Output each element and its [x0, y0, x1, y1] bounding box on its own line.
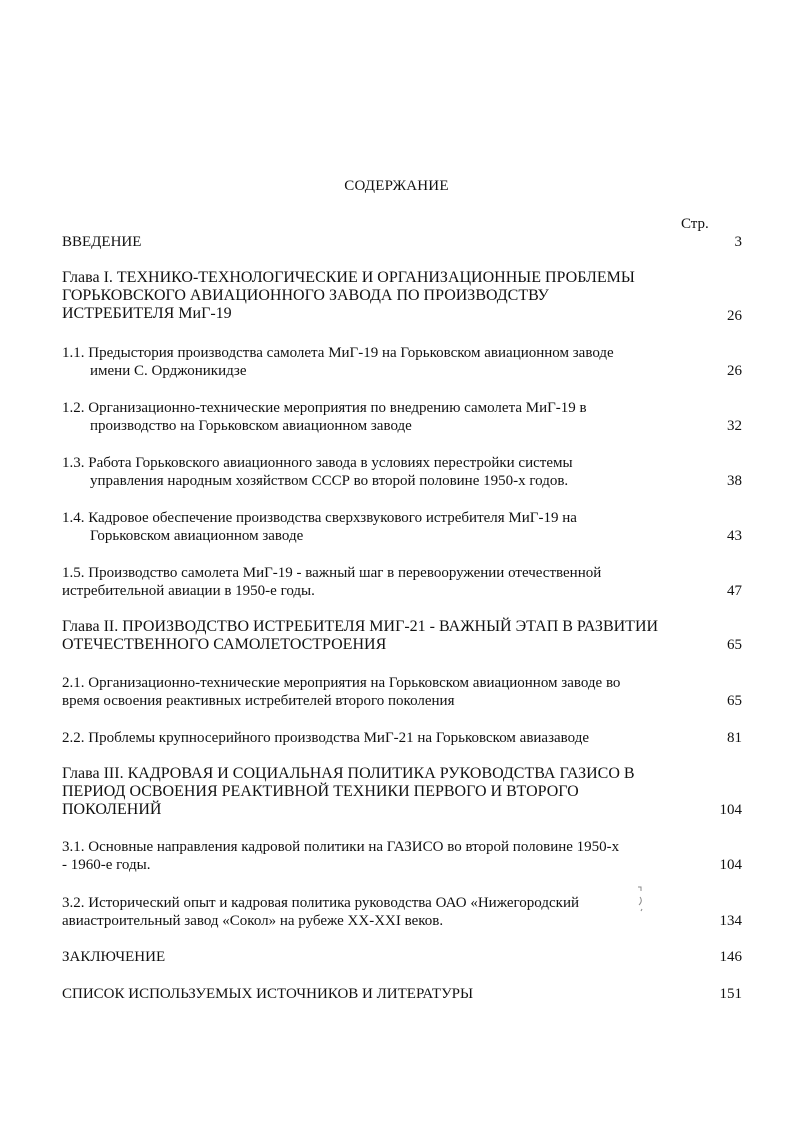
- toc-page-number: 32: [727, 418, 742, 434]
- toc-entry-line: 2.1. Организационно-технические мероприятия на Горьковском авиационном заводе во: [62, 675, 621, 691]
- toc-page-number: 43: [727, 528, 742, 544]
- toc-entry-line: истребительной авиации в 1950-е годы.: [62, 583, 315, 599]
- page-title: СОДЕРЖАНИЕ: [344, 178, 449, 194]
- toc-entry-section-1-4[interactable]: [62, 509, 742, 545]
- toc-page-number: 65: [727, 693, 742, 709]
- toc-entry-line: 1.5. Производство самолета МиГ-19 - важный шаг в перевооружении отечественной: [62, 565, 602, 581]
- toc-entry-section-3-1[interactable]: [62, 838, 742, 874]
- toc-entry-line: ГОРЬКОВСКОГО АВИАЦИОННОГО ЗАВОДА ПО ПРОИЗВОДСТВУ: [62, 287, 549, 304]
- toc-entry-line: ПЕРИОД ОСВОЕНИЯ РЕАКТИВНОЙ ТЕХНИКИ ПЕРВОГО И ВТОРОГО: [62, 783, 579, 800]
- toc-entry-chapter-3[interactable]: [62, 765, 742, 819]
- toc-entry-section-2-1[interactable]: [62, 674, 742, 710]
- toc-entry-line: Глава II. ПРОИЗВОДСТВО ИСТРЕБИТЕЛЯ МИГ-21 - ВАЖНЫЙ ЭТАП В РАЗВИТИИ: [62, 618, 659, 635]
- toc-entry-line: Горьковском авиационном заводе: [90, 528, 304, 544]
- toc-page-number: 26: [727, 308, 742, 324]
- toc-entry-section-1-3[interactable]: [62, 454, 742, 490]
- toc-entry-line: 1.3. Работа Горьковского авиационного завода в условиях перестройки системы: [62, 455, 573, 471]
- toc-page-number: 38: [727, 473, 742, 489]
- toc-entry-line: ОТЕЧЕСТВЕННОГО САМОЛЕТОСТРОЕНИЯ: [62, 636, 387, 653]
- toc-entry-chapter-1[interactable]: [62, 269, 742, 323]
- toc-entry-line: ИСТРЕБИТЕЛЯ МиГ-19: [62, 305, 232, 322]
- toc-page-number: 146: [719, 949, 742, 965]
- toc-page-number: 65: [727, 637, 742, 653]
- toc-entry-line: 1.2. Организационно-технические мероприятия по внедрению самолета МиГ-19 в: [62, 400, 587, 416]
- toc-entry-section-2-2[interactable]: [62, 729, 742, 747]
- toc-entry-line: 3.2. Исторический опыт и кадровая политика руководства ОАО «Нижегородский: [62, 895, 580, 911]
- scan-artifact-mark: [632, 885, 646, 915]
- toc-entry-bibliography[interactable]: [62, 985, 742, 1003]
- toc-entry-line: время освоения реактивных истребителей второго поколения: [62, 693, 455, 709]
- toc-entry-line: имени С. Орджоникидзе: [90, 363, 247, 379]
- toc-page-number: 26: [727, 363, 742, 379]
- toc-entry-chapter-2[interactable]: [62, 618, 742, 654]
- toc-entry-line: производство на Горьковском авиационном заводе: [90, 418, 412, 434]
- toc-page-number: 81: [727, 730, 742, 746]
- toc-page-number: 104: [719, 857, 742, 873]
- toc-entry-line: 1.4. Кадровое обеспечение производства сверхзвукового истребителя МиГ-19 на: [62, 510, 577, 526]
- toc-page-number: 134: [719, 913, 742, 929]
- toc-entry-line: Глава III. КАДРОВАЯ И СОЦИАЛЬНАЯ ПОЛИТИКА РУКОВОДСТВА ГАЗИСО В: [62, 765, 635, 782]
- toc-entry-section-1-2[interactable]: [62, 399, 742, 435]
- toc-page-number: 47: [727, 583, 742, 599]
- toc-entry-line: ВВЕДЕНИЕ: [62, 234, 142, 250]
- toc-entry-line: Глава I. ТЕХНИКО-ТЕХНОЛОГИЧЕСКИЕ И ОРГАНИЗАЦИОННЫЕ ПРОБЛЕМЫ: [62, 269, 635, 286]
- toc-entry-line: - 1960-е годы.: [62, 857, 151, 873]
- toc-page-number: 151: [719, 986, 742, 1002]
- page-column-label: Стр.: [681, 216, 709, 232]
- toc-entry-section-1-5[interactable]: [62, 564, 742, 600]
- toc-entry-line: 3.1. Основные направления кадровой политики на ГАЗИСО во второй половине 1950-х: [62, 839, 620, 855]
- toc-entry-line: управления народным хозяйством СССР во второй половине 1950-х годов.: [90, 473, 569, 489]
- toc-entry-line: 1.1. Предыстория производства самолета МиГ-19 на Горьковском авиационном заводе: [62, 345, 614, 361]
- toc-entry-section-1-1[interactable]: [62, 344, 742, 380]
- toc-entry-conclusion[interactable]: [62, 948, 742, 966]
- toc-page-number: 104: [719, 802, 742, 818]
- toc-entry-line: 2.2. Проблемы крупносерийного производства МиГ-21 на Горьковском авиазаводе: [62, 730, 590, 746]
- toc-entry-introduction[interactable]: [62, 233, 742, 251]
- toc-page-number: 3: [734, 234, 742, 250]
- toc-entry-line: авиастроительный завод «Сокол» на рубеже XX-XXI веков.: [62, 913, 444, 929]
- toc-entry-line: ЗАКЛЮЧЕНИЕ: [62, 949, 166, 965]
- toc-entry-line: СПИСОК ИСПОЛЬЗУЕМЫХ ИСТОЧНИКОВ И ЛИТЕРАТУРЫ: [62, 986, 474, 1002]
- toc-entry-line: ПОКОЛЕНИЙ: [62, 801, 162, 818]
